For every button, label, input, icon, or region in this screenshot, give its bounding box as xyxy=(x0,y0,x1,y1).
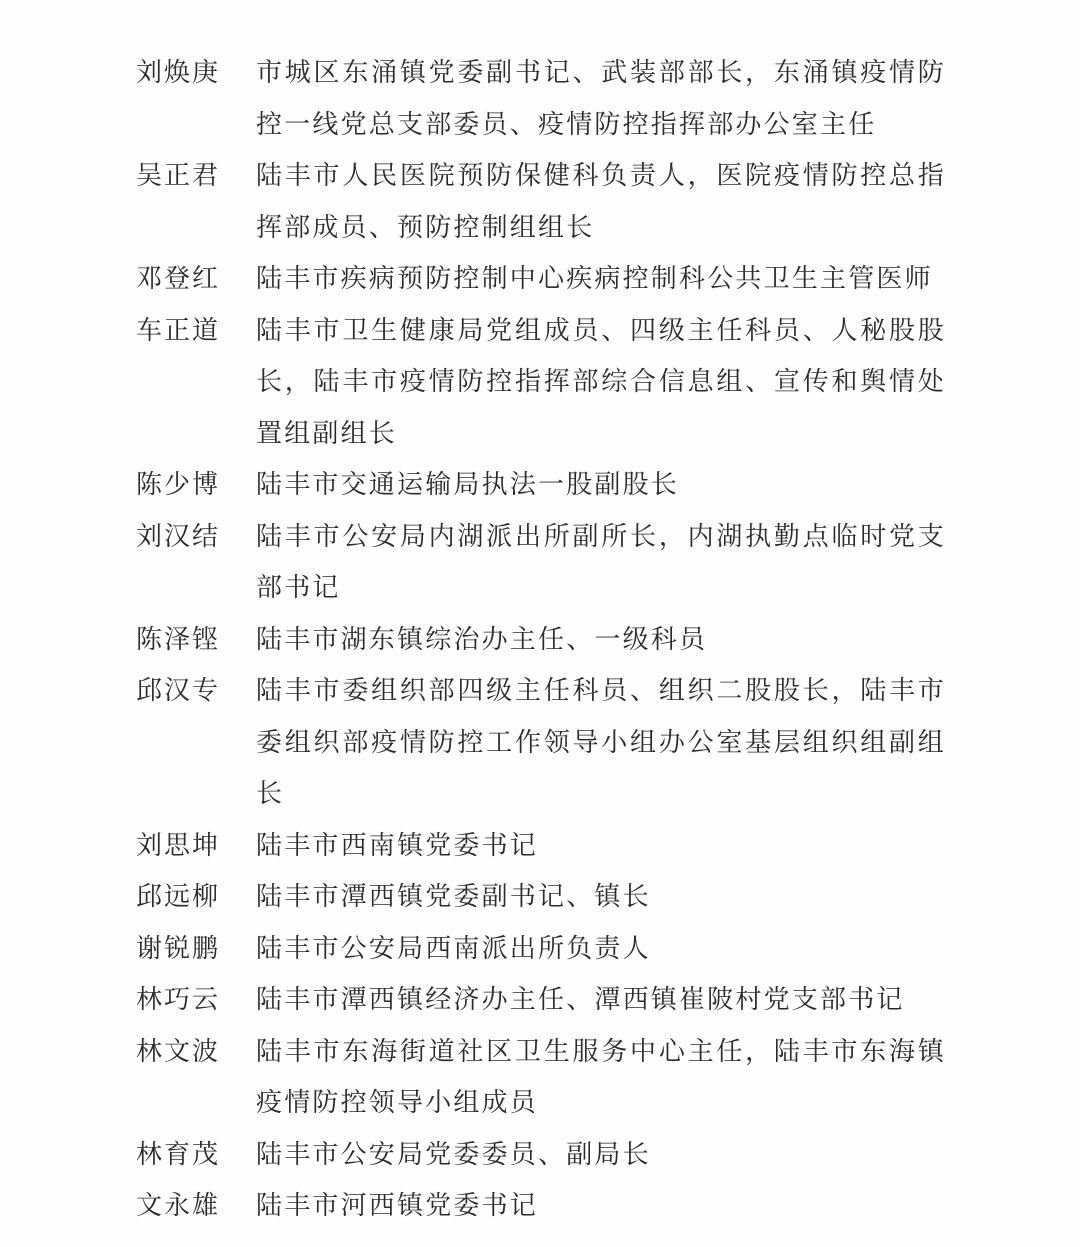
person-position: 市城区东涌镇党委副书记、武装部部长，东涌镇疫情防控一线党总支部委员、疫情防控指挥部办公室主任 xyxy=(256,58,946,140)
person-name: 刘汉结 xyxy=(136,521,221,552)
person-name: 陈泽铿 xyxy=(136,624,221,655)
list-item xyxy=(136,872,966,924)
list-item xyxy=(136,306,966,461)
list-item xyxy=(136,666,966,821)
list-item xyxy=(136,48,966,151)
person-name: 陈少博 xyxy=(136,470,221,500)
person-name: 林巧云 xyxy=(136,985,221,1015)
list-item xyxy=(136,615,966,667)
person-position: 陆丰市卫生健康局党组成员、四级主任科员、人秘股股长，陆丰市疫情防控指挥部综合信息组、宣传和舆情处置组副组长 xyxy=(256,315,946,449)
person-name: 林文波 xyxy=(136,1036,221,1067)
person-name: 邱汉专 xyxy=(136,676,221,706)
person-name: 林育茂 xyxy=(136,1139,221,1170)
list-item xyxy=(136,975,966,1027)
personnel-list xyxy=(136,48,966,1233)
person-name: 刘焕庚 xyxy=(136,58,221,88)
person-position: 陆丰市公安局内湖派出所副所长，内湖执勤点临时党支部书记 xyxy=(256,521,946,603)
list-item xyxy=(136,924,966,976)
list-item xyxy=(136,460,966,512)
list-item xyxy=(136,151,966,254)
person-position: 陆丰市交通运输局执法一股副股长 xyxy=(256,470,680,500)
person-name: 谢锐鹏 xyxy=(136,933,221,964)
person-name: 吴正君 xyxy=(136,161,221,191)
list-item xyxy=(136,821,966,873)
list-item xyxy=(136,1181,966,1233)
person-position: 陆丰市人民医院预防保健科负责人，医院疫情防控总指挥部成员、预防控制组组长 xyxy=(256,161,946,243)
person-position: 陆丰市西南镇党委书记 xyxy=(256,830,539,861)
person-position: 陆丰市疾病预防控制中心疾病控制科公共卫生主管医师 xyxy=(256,264,933,294)
person-name: 邱远柳 xyxy=(136,882,221,912)
person-name: 邓登红 xyxy=(136,264,221,294)
person-name: 文永雄 xyxy=(136,1191,221,1221)
person-position: 陆丰市潭西镇党委副书记、镇长 xyxy=(256,882,651,912)
person-position: 陆丰市东海街道社区卫生服务中心主任，陆丰市东海镇疫情防控领导小组成员 xyxy=(256,1036,946,1118)
person-name: 刘思坤 xyxy=(136,830,221,861)
person-position: 陆丰市委组织部四级主任科员、组织二股股长，陆丰市委组织部疫情防控工作领导小组办公室基层组织组副组长 xyxy=(256,676,946,809)
person-position: 陆丰市公安局西南派出所负责人 xyxy=(256,933,651,964)
list-item xyxy=(136,1130,966,1182)
list-item xyxy=(136,512,966,615)
list-item xyxy=(136,1027,966,1130)
person-position: 陆丰市公安局党委委员、副局长 xyxy=(256,1139,651,1170)
person-position: 陆丰市潭西镇经济办主任、潭西镇崔陂村党支部书记 xyxy=(256,985,905,1015)
list-item xyxy=(136,254,966,306)
person-name: 车正道 xyxy=(136,315,221,346)
person-position: 陆丰市河西镇党委书记 xyxy=(256,1191,539,1221)
person-position: 陆丰市湖东镇综治办主任、一级科员 xyxy=(256,624,708,655)
